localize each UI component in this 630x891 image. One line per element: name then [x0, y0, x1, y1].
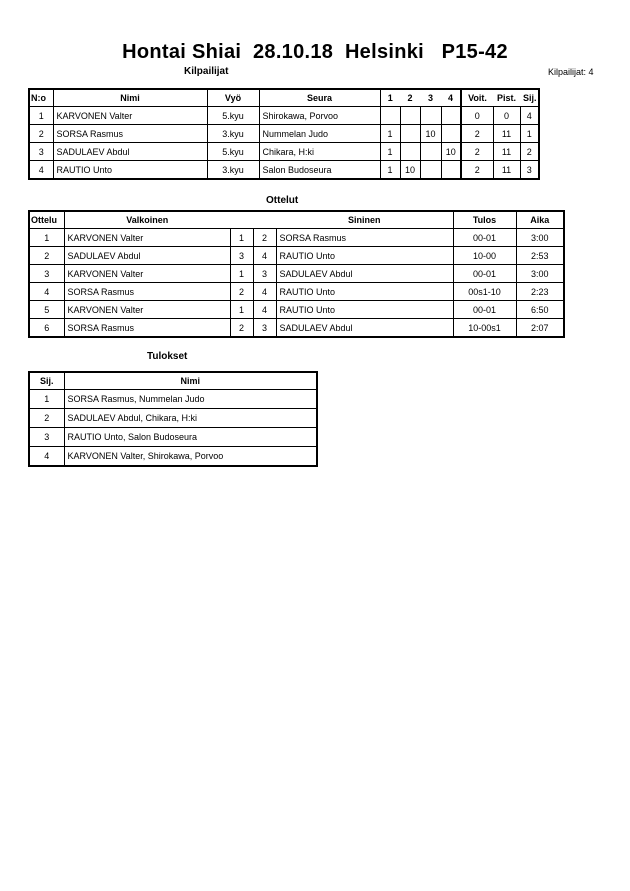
match-cell: 1 — [29, 229, 64, 247]
competitor-cell — [400, 143, 420, 161]
competitor-cell: 3.kyu — [207, 125, 259, 143]
competitor-cell: 3 — [520, 161, 539, 180]
match-row — [29, 283, 564, 301]
match-cell: 2:53 — [516, 247, 564, 265]
result-row — [29, 390, 317, 409]
match-row — [29, 265, 564, 283]
competitor-cell — [400, 125, 420, 143]
competitor-cell: 1 — [520, 125, 539, 143]
matches-header-cell — [253, 211, 276, 229]
competitor-count: Kilpailijat: 4 — [548, 67, 594, 77]
matches-header-cell: Ottelu — [29, 211, 64, 229]
match-cell: 00s1-10 — [453, 283, 516, 301]
competitor-cell — [420, 161, 441, 180]
competitor-cell: 1 — [380, 143, 400, 161]
match-cell: 00-01 — [453, 301, 516, 319]
result-row — [29, 428, 317, 447]
match-cell: SORSA Rasmus — [276, 229, 453, 247]
competitor-cell: 2 — [461, 125, 493, 143]
competitor-cell: 1 — [380, 161, 400, 180]
match-cell: KARVONEN Valter — [64, 301, 230, 319]
match-cell: 3:00 — [516, 265, 564, 283]
competitors-header-cell: Sij. — [520, 89, 539, 107]
match-cell: 3:00 — [516, 229, 564, 247]
competitor-cell — [380, 107, 400, 125]
match-cell: 4 — [253, 301, 276, 319]
match-row — [29, 319, 564, 338]
competitors-header-cell: 3 — [420, 89, 441, 107]
competitor-row — [29, 161, 539, 180]
competitor-cell — [441, 107, 461, 125]
competitors-header-cell: Nimi — [53, 89, 207, 107]
match-cell: 3 — [230, 247, 253, 265]
competitors-header-cell: Pist. — [493, 89, 520, 107]
match-row — [29, 301, 564, 319]
competitor-cell: Salon Budoseura — [259, 161, 380, 180]
competitors-header-cell: 2 — [400, 89, 420, 107]
competitors-header-cell: N:o — [29, 89, 53, 107]
competitor-cell: 0 — [493, 107, 520, 125]
competitor-row — [29, 143, 539, 161]
match-cell: 1 — [230, 301, 253, 319]
competitor-cell: 2 — [461, 161, 493, 180]
competitor-cell: 4 — [520, 107, 539, 125]
section-label-kilpailijat: Kilpailijat — [184, 66, 229, 77]
match-cell: 2 — [230, 319, 253, 338]
section-label-tulokset: Tulokset — [147, 351, 188, 362]
results-body — [29, 390, 317, 467]
page-title: Hontai Shiai 28.10.18 Helsinki P15-42 — [122, 41, 508, 63]
match-cell: SORSA Rasmus — [64, 319, 230, 338]
competitor-cell: 3 — [29, 143, 53, 161]
competitor-cell: KARVONEN Valter — [53, 107, 207, 125]
match-cell: 6 — [29, 319, 64, 338]
matches-header-cell: Tulos — [453, 211, 516, 229]
competitor-row — [29, 107, 539, 125]
competitors-header-cell: 1 — [380, 89, 400, 107]
results-table — [28, 371, 318, 467]
result-cell: RAUTIO Unto, Salon Budoseura — [64, 428, 317, 447]
competitor-cell — [441, 161, 461, 180]
matches-header-cell: Aika — [516, 211, 564, 229]
match-cell: 00-01 — [453, 229, 516, 247]
competitor-cell — [441, 125, 461, 143]
match-cell: 3 — [29, 265, 64, 283]
competitor-cell: RAUTIO Unto — [53, 161, 207, 180]
match-cell: 2:07 — [516, 319, 564, 338]
match-cell: SADULAEV Abdul — [276, 319, 453, 338]
match-cell: 00-01 — [453, 265, 516, 283]
matches-header-cell: Sininen — [276, 211, 453, 229]
competitors-body — [29, 107, 539, 180]
match-cell: 3 — [253, 265, 276, 283]
match-cell: RAUTIO Unto — [276, 283, 453, 301]
result-row — [29, 447, 317, 467]
competitor-cell: 4 — [29, 161, 53, 180]
match-cell: KARVONEN Valter — [64, 229, 230, 247]
competitor-cell — [420, 107, 441, 125]
match-cell: 10-00 — [453, 247, 516, 265]
result-cell: 3 — [29, 428, 64, 447]
competitor-cell: 0 — [461, 107, 493, 125]
section-label-ottelut: Ottelut — [266, 195, 299, 206]
results-header-cell: Sij. — [29, 372, 64, 390]
match-cell: 5 — [29, 301, 64, 319]
match-cell: 3 — [253, 319, 276, 338]
competitor-cell — [400, 107, 420, 125]
match-cell: 2:23 — [516, 283, 564, 301]
competitor-cell: 1 — [29, 107, 53, 125]
competitor-cell: 1 — [380, 125, 400, 143]
match-cell: 10-00s1 — [453, 319, 516, 338]
match-cell: 4 — [29, 283, 64, 301]
result-cell: 4 — [29, 447, 64, 467]
competitor-cell: Shirokawa, Porvoo — [259, 107, 380, 125]
matches-body — [29, 229, 564, 338]
matches-header-row — [29, 211, 564, 229]
match-cell: RAUTIO Unto — [276, 301, 453, 319]
competitor-cell: 11 — [493, 143, 520, 161]
match-row — [29, 229, 564, 247]
result-cell: 2 — [29, 409, 64, 428]
competitor-row — [29, 125, 539, 143]
match-cell: 2 — [230, 283, 253, 301]
competitor-cell: Nummelan Judo — [259, 125, 380, 143]
competitor-cell: SADULAEV Abdul — [53, 143, 207, 161]
match-cell: 4 — [253, 247, 276, 265]
competitor-cell — [420, 143, 441, 161]
results-header-cell: Nimi — [64, 372, 317, 390]
competitor-cell: 3.kyu — [207, 161, 259, 180]
match-cell: 4 — [253, 283, 276, 301]
match-cell: RAUTIO Unto — [276, 247, 453, 265]
result-cell: 1 — [29, 390, 64, 409]
matches-table — [28, 210, 565, 338]
competitor-cell: 2 — [29, 125, 53, 143]
matches-header-cell — [230, 211, 253, 229]
competitor-cell: 11 — [493, 161, 520, 180]
competitors-header-row — [29, 89, 539, 107]
match-cell: 1 — [230, 265, 253, 283]
competitors-header-cell: Seura — [259, 89, 380, 107]
matches-header-cell: Valkoinen — [64, 211, 230, 229]
competitor-cell: 2 — [520, 143, 539, 161]
match-cell: 1 — [230, 229, 253, 247]
competitors-header-cell: Voit. — [461, 89, 493, 107]
match-cell: KARVONEN Valter — [64, 265, 230, 283]
results-header-row — [29, 372, 317, 390]
competitor-cell: 5.kyu — [207, 107, 259, 125]
match-cell: 2 — [29, 247, 64, 265]
result-cell: KARVONEN Valter, Shirokawa, Porvoo — [64, 447, 317, 467]
result-row — [29, 409, 317, 428]
match-cell: SADULAEV Abdul — [64, 247, 230, 265]
result-cell: SORSA Rasmus, Nummelan Judo — [64, 390, 317, 409]
competitor-cell: 5.kyu — [207, 143, 259, 161]
competitor-cell: 11 — [493, 125, 520, 143]
competitor-cell: 10 — [420, 125, 441, 143]
competitor-cell: 10 — [441, 143, 461, 161]
competitors-header-cell: 4 — [441, 89, 461, 107]
competitors-table — [28, 88, 540, 180]
competitor-cell: 2 — [461, 143, 493, 161]
competitor-cell: 10 — [400, 161, 420, 180]
competitors-header-cell: Vyö — [207, 89, 259, 107]
result-cell: SADULAEV Abdul, Chikara, H:ki — [64, 409, 317, 428]
competitor-cell: SORSA Rasmus — [53, 125, 207, 143]
match-cell: SORSA Rasmus — [64, 283, 230, 301]
match-cell: SADULAEV Abdul — [276, 265, 453, 283]
match-cell: 6:50 — [516, 301, 564, 319]
match-cell: 2 — [253, 229, 276, 247]
competitor-cell: Chikara, H:ki — [259, 143, 380, 161]
match-row — [29, 247, 564, 265]
